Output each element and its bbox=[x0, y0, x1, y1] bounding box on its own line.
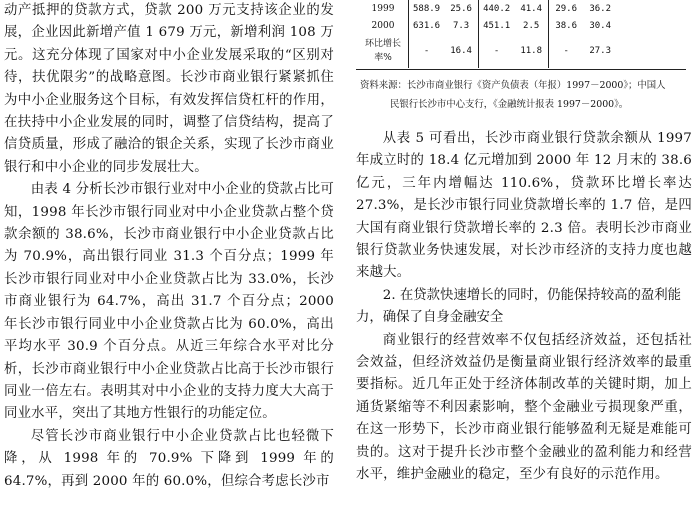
table-cell: 16.4 bbox=[450, 46, 472, 56]
right-paragraph-2: 商业银行的经营效率不仅包括经济效益，还包括社会效益，但经济效益仍是衡量商业银行经济效率的最重要指标。近几年正处于经济体制改革的关键时期，加上通货紧缩等不利因素影响，整个金融业亏损现象严重，在这一形势下，长沙市商业银行能够盈利无疑是难能可贵的。这对于提升长沙市整个金融业的盈利能力和经营水平，维护金融业的稳定，至少有良好的示范作用。 bbox=[356, 332, 692, 483]
table-cell: 2000 bbox=[371, 20, 395, 31]
left-column bbox=[4, 0, 334, 493]
left-paragraph-3: 尽管长沙市商业银行中小企业贷款占比也轻微下降，从 1998 年的 70.9% 下降到 1999 年的 64.7%，再到 2000 年的 60.0%，但综合考虑长沙市 bbox=[4, 428, 334, 489]
table-cell: 451.1 bbox=[483, 20, 511, 31]
table-cell: 2.5 bbox=[523, 20, 540, 31]
table-cell: 38.6 bbox=[555, 20, 578, 31]
table-cell: 588.9 bbox=[413, 3, 441, 14]
table-row bbox=[358, 17, 617, 34]
right-paragraph-1: 从表 5 可看出，长沙市商业银行贷款余额从 1997 年成立时的 18.4 亿元增加到 2000 年 12 月末的 38.6 亿元，三年内增幅达 110.6%，贷款环比增长率达 27.3%，是长沙市银行同业贷款增长率的 1.7 倍，是四大国有商业银行贷款增长率的 2.3 倍。表明长沙市商业银行贷款业务快速发展，对长沙市经济的支持力度也越来越大。 bbox=[356, 131, 692, 281]
table-source-note bbox=[360, 76, 692, 114]
table-cell: 30.4 bbox=[589, 20, 612, 31]
table-cell: - bbox=[423, 46, 430, 56]
left-paragraph-1: 动产抵押的贷款方式，贷款 200 万元支持该企业的发展，企业因此新增产值 1 679 万元，新增利润 108 万元。这充分体现了国家对中小企业发展采取的“区别对待，扶优限劣”的战略意图。长沙市商业银行紧紧抓住为中小企业服务这个目标，有效发挥信贷杠杆的作用，在扶持中小企业发展的同时，调整了信贷结构，提高了信贷质量，形成了融洽的银企关系，实现了长沙市商业银行和中小企业的同步发展壮大。 bbox=[4, 3, 334, 175]
table-row bbox=[358, 0, 617, 17]
table-cell: 36.2 bbox=[589, 3, 612, 14]
table-bottom-rule bbox=[356, 69, 686, 70]
left-paragraph-2: 由表 4 分析长沙市银行业对中小企业的贷款占比可知，1998 年长沙市银行同业对中小企业贷款占整个贷款余额的 38.6%，长沙市商业银行中小企业贷款占比为 70.9%，高出银行同业 31.3 个百分点；1999 年长沙市银行同业对中小企业贷款占比为 33.0%，长沙市商业银行为 64.7%，高出 31.7 个百分点；2000 年长沙市银行同业中小企业贷款占比为 60.0%，高出平均水平 30.9 个百分点。从近三年综合水平对比分析，长沙市商业银行中小企业贷款占比高于长沙市银行同业一倍左右。表明其对中小企业的支持力度大大高于同业水平，突出了其地方性银行的功能定位。 bbox=[4, 182, 334, 422]
source-line-2: 民银行长沙市中心支行，《金融统计报表 1997－2000》。 bbox=[390, 99, 629, 110]
table-cell: 环比增长率% bbox=[364, 39, 401, 63]
table-cell: 11.8 bbox=[520, 46, 543, 56]
table-cell: 440.2 bbox=[483, 3, 511, 14]
loan-table bbox=[356, 0, 692, 70]
table-cell: 1999 bbox=[371, 3, 395, 14]
source-line-1: 资料来源：长沙市商业银行《资产负债表（年报）1997－2000》；中国人 bbox=[360, 80, 666, 91]
table-cell: 41.4 bbox=[520, 3, 543, 14]
table-row bbox=[358, 34, 617, 68]
table-cell: 29.6 bbox=[555, 3, 578, 14]
loan-table-grid bbox=[358, 0, 617, 68]
table-cell: 631.6 bbox=[413, 20, 441, 31]
table-cell: 25.6 bbox=[450, 3, 472, 14]
right-column bbox=[356, 0, 692, 487]
table-cell: 7.3 bbox=[452, 20, 470, 31]
table-cell: 27.3 bbox=[589, 46, 612, 56]
table-cell: - bbox=[493, 46, 500, 56]
section-heading: 2. 在贷款快速增长的同时，仍能保持较高的盈利能力，确保了自身金融安全 bbox=[356, 287, 682, 326]
table-cell: - bbox=[563, 46, 569, 56]
